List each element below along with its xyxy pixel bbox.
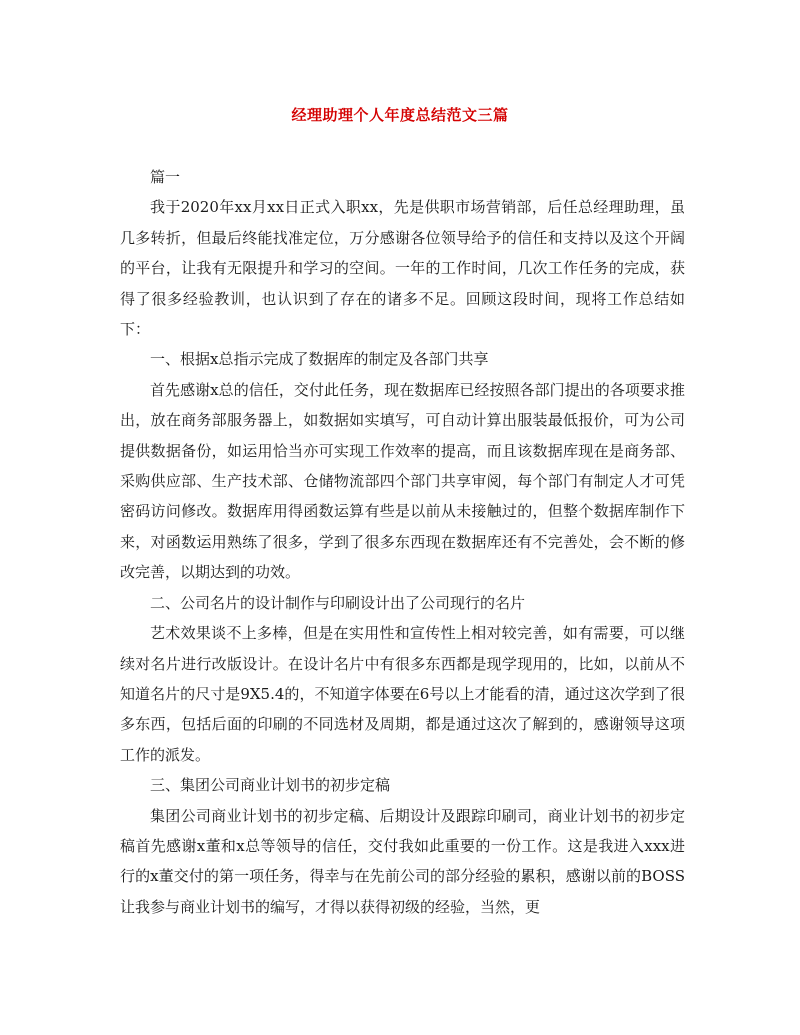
section-heading-2: 二、公司名片的设计制作与印刷设计出了公司现行的名片 — [150, 593, 526, 612]
document-title: 经理助理个人年度总结范文三篇 — [291, 106, 509, 124]
section-1-paragraph: 首先感谢x总的信任，交付此任务，现在数据库已经按照各部门提出的各项要求推出，放在商务部服务器上，如数据如实填写，可自动计算出服装最低报价，可为公司提供数据备份，如运用恰当亦可实现工作效率的提高，而且该数据库现在是商务部、采购供应部、生产技术部、仓储物流部四个部门共享审阅，每个部门有制定人才可凭密码访问修改。数据库用得函数运算有些是以前从未接触过的，但整个数据库制作下来，对函数运用熟练了很多，学到了很多东西现在数据库还有不完善处，会不断的修改完善，以期达到的功效。 — [120, 380, 685, 582]
section-3-paragraph: 集团公司商业计划书的初步定稿、后期设计及跟踪印刷司，商业计划书的初步定稿首先感谢x董和x总等领导的信任，交付我如此重要的一份工作。这是我进入xxx进行的x董交付的第一项任务，得幸与在先前公司的部分经验的累积，感谢以前的BOSS让我参与商业计划书的编写，才得以获得初级的经验，当然，更 — [120, 806, 685, 916]
intro-paragraph: 我于2020年xx月xx日正式入职xx，先是供职市场营销部，后任总经理助理，虽几多转折，但最后终能找准定位，万分感谢各位领导给予的信任和支持以及这个开阔的平台，让我有无限提升和学习的空间。一年的工作时间，几次工作任务的完成，获得了很多经验教训，也认识到了存在的诸多不足。回顾这段时间，现将工作总结如下： — [120, 198, 685, 339]
section-2-paragraph: 艺术效果谈不上多棒，但是在实用性和宣传性上相对较完善，如有需要，可以继续对名片进行改版设计。在设计名片中有很多东西都是现学现用的，比如，以前从不知道名片的尺寸是9X5.4的，不知道字体要在6号以上才能看的清，通过这次学到了很多东西，包括后面的印刷的不同选材及周期，都是通过这次了解到的，感谢领导这项工作的派发。 — [120, 624, 685, 764]
section-heading-part-one: 篇一 — [150, 168, 181, 186]
document-body — [120, 162, 685, 922]
section-heading-3: 三、集团公司商业计划书的初步定稿 — [150, 776, 391, 795]
section-heading-1: 一、根据x总指示完成了数据库的制定及各部门共享 — [150, 350, 489, 369]
